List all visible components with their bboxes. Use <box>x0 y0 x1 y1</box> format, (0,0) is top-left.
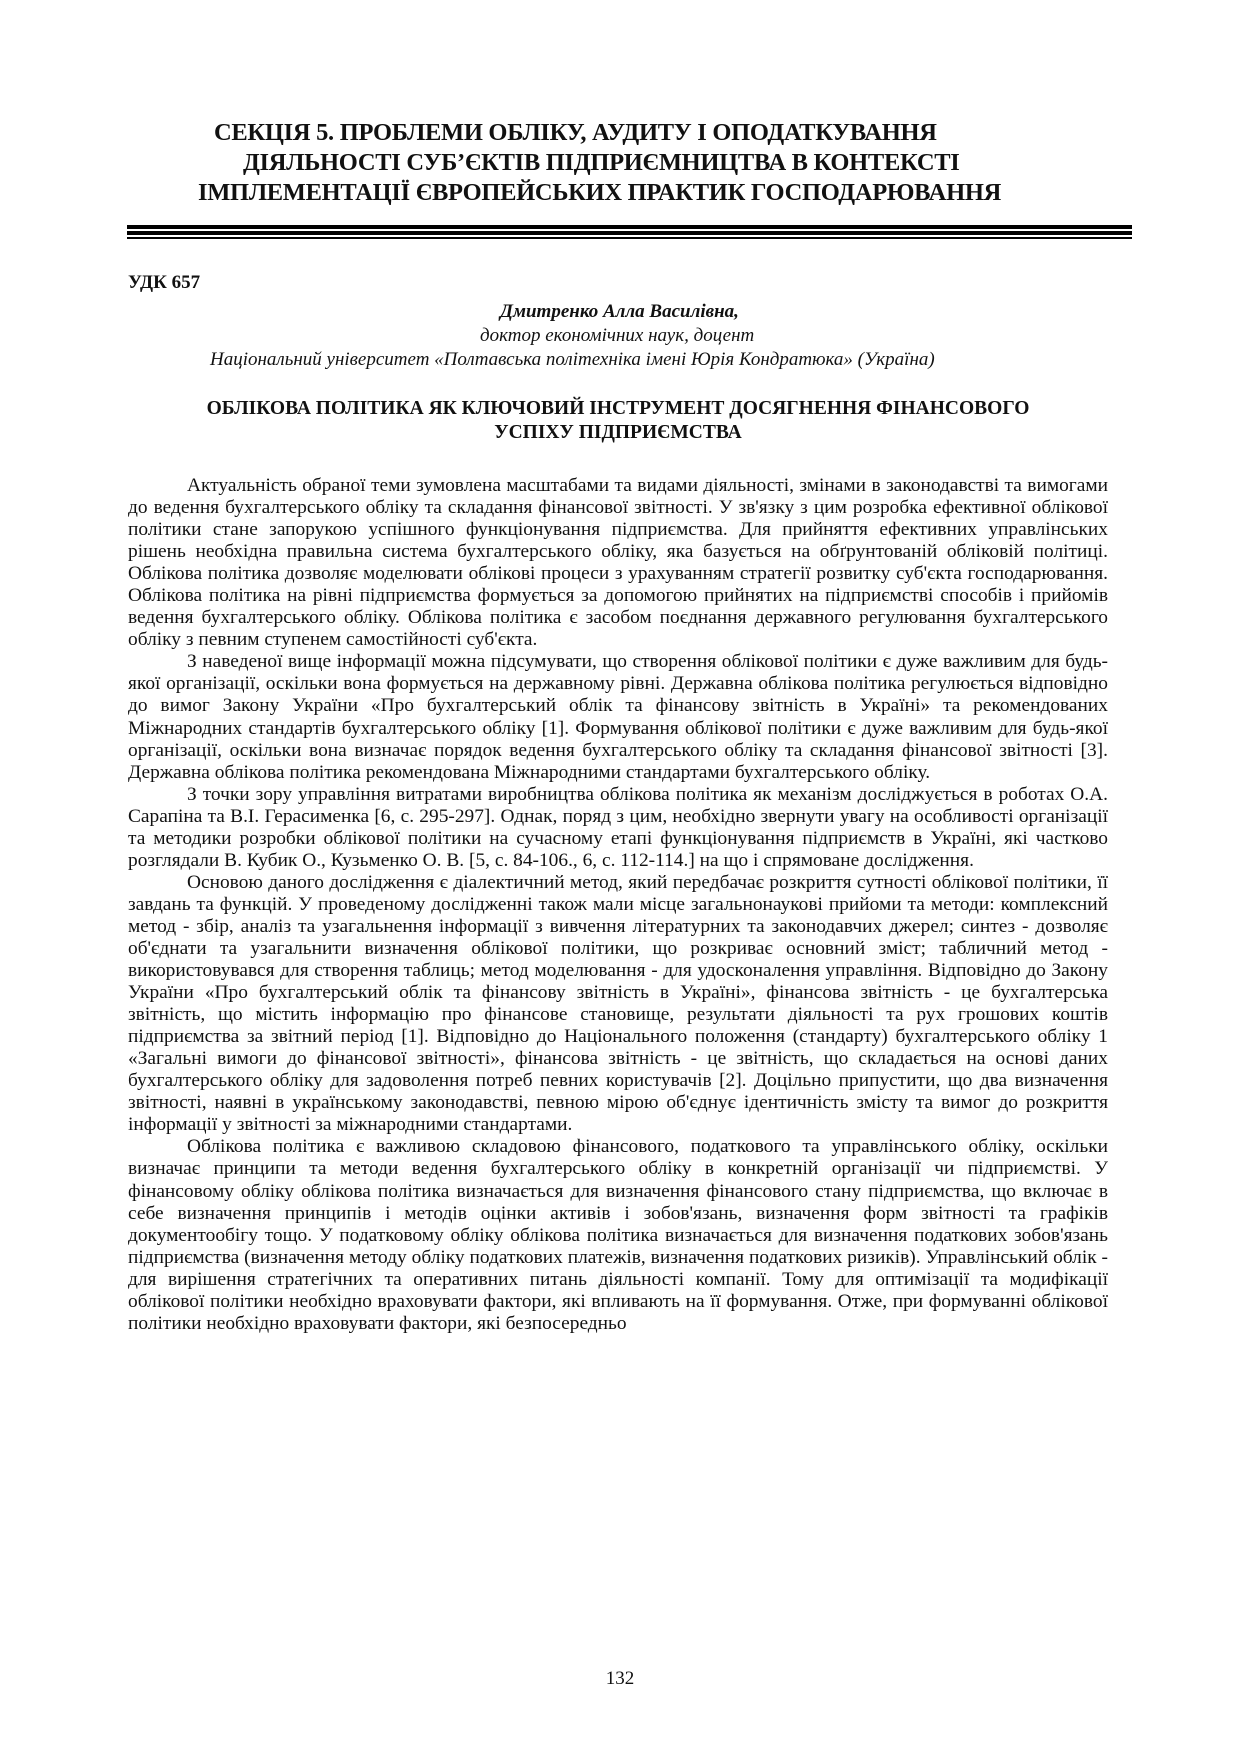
section-header-line: ІМПЛЕМЕНТАЦІЇ ЄВРОПЕЙСЬКИХ ПРАКТИК ГОСПОДАРЮВАННЯ <box>198 179 1001 206</box>
body-paragraph: Актуальність обраної теми зумовлена масштабами та видами діяльності, змінами в законодавстві та вимогами до ведення бухгалтерського обліку та складання фінансової звітності. У зв'язку з цим розробка ефективної облікової політики стане запорукою успішного функціонування підприємства. Для прийняття ефективних управлінських рішень необхідна правильна система бухгалтерського обліку, яка базується на обґрунтованій обліковій політиці. Облікова політика дозволяє моделювати облікові процеси з урахуванням стратегії розвитку суб'єкта господарювання. Облікова політика на рівні підприємства формується за допомогою прийнятих на підприємстві способів і прийомів ведення бухгалтерського обліку. Облікова політика є засобом поєднання державного регулювання бухгалтерського обліку з певним ступенем самостійності суб'єкта. <box>128 475 1108 651</box>
author-block <box>128 300 1108 372</box>
article-title-line: ОБЛІКОВА ПОЛІТИКА ЯК КЛЮЧОВИЙ ІНСТРУМЕНТ ДОСЯГНЕННЯ ФІНАНСОВОГО <box>206 398 1030 419</box>
body-paragraph: Основою даного дослідження є діалектичний метод, який передбачає розкриття сутності облікової політики, її завдань та функцій. У проведеному дослідженні також мали місце загальнонаукові прийоми та методи: комплексний метод - збір, аналіз та узагальнення інформації з вивчення літературних та законодавчих джерел; синтез - дозволяє об'єднати та узагальнити визначення облікової політики, що розкриває основний зміст; табличний метод - використовувався для створення таблиць; метод моделювання - для удосконалення управління. Відповідно до Закону України «Про бухгалтерський облік та фінансову звітність в Україні», фінансова звітність - це бухгалтерська звітність, що містить інформацію про фінансове становище, результати діяльності та рух грошових коштів підприємства за звітний період [1]. Відповідно до Національного положення (стандарту) бухгалтерського обліку 1 «Загальні вимоги до фінансової звітності», фінансова звітність - це звітність, що складається на основі даних бухгалтерського обліку для задоволення потреб певних користувачів [2]. Доцільно припустити, що два визначення звітності, наявні в українському законодавстві, певною мірою об'єднує ідентичність змісту та вимог до розкриття інформації у звітності за міжнародними стандартами. <box>128 871 1108 1136</box>
header-divider <box>127 225 1132 241</box>
divider-thin-line <box>127 237 1132 239</box>
divider-thick-line <box>127 231 1132 235</box>
divider-thick-line <box>127 225 1132 229</box>
body-paragraph: З наведеної вище інформації можна підсумувати, що створення облікової політики є дуже важливим для будь-якої організації, оскільки вона формується на державному рівні. Державна облікова політика регулюється відповідно до вимог Закону України «Про бухгалтерський облік та фінансову звітність в Україні» та рекомендованих Міжнародних стандартів бухгалтерського обліку [1]. Формування облікової політики є дуже важливим для будь-якої організації, оскільки вона визначає порядок ведення бухгалтерського обліку та складання фінансової звітності [3]. Державна облікова політика рекомендована Міжнародними стандартами бухгалтерського обліку. <box>128 651 1108 783</box>
body-paragraph: Облікова політика є важливою складовою фінансового, податкового та управлінського обліку, оскільки визначає принципи та методи ведення бухгалтерського обліку в конкретній організації чи підприємстві. У фінансовому обліку облікова політика визначається для визначення фінансового стану підприємства, що включає в себе визначення принципів і методів оцінки активів і зобов'язань, визначення форм звітності та графіків документообігу тощо. У податковому обліку облікова політика визначається для визначення податкових зобов'язань підприємства (визначення методу обліку податкових платежів, визначення податкових ризиків). Управлінський облік - для вирішення стратегічних та оперативних питань діяльності компанії. Тому для оптимізації та модифікації облікової політики необхідно враховувати фактори, які впливають на її формування. Отже, при формуванні облікової політики необхідно враховувати фактори, які безпосередньо <box>128 1136 1108 1334</box>
section-header-line: СЕКЦІЯ 5. ПРОБЛЕМИ ОБЛІКУ, АУДИТУ І ОПОДАТКУВАННЯ <box>214 119 937 146</box>
body-paragraph: З точки зору управління витратами виробництва облікова політика як механізм досліджується в роботах О.А. Сарапіна та В.І. Герасименка [6, с. 295-297]. Однак, поряд з цим, необхідно звернути увагу на особливості організації та методики розробки облікової політики на сучасному етапі функціонування підприємств в Україні, які частково розглядали В. Кубик О., Кузьменко О. В. [5, с. 84-106., 6, с. 112-114.] на що і спрямоване дослідження. <box>128 783 1108 871</box>
author-degree: доктор економічних наук, доцент <box>480 325 755 346</box>
author-affiliation: Національний університет «Полтавська політехніка імені Юрія Кондратюка» (Україна) <box>210 349 935 370</box>
section-header <box>128 118 1108 208</box>
udc-code: УДК 657 <box>128 272 201 293</box>
section-header-line: ДІЯЛЬНОСТІ СУБ’ЄКТІВ ПІДПРИЄМНИЦТВА В КОНТЕКСТІ <box>243 149 960 176</box>
article-body <box>128 475 1108 1335</box>
author-name: Дмитренко Алла Василівна, <box>500 301 739 322</box>
page-number: 132 <box>605 1668 635 1689</box>
article-title <box>128 397 1108 445</box>
article-title-line: УСПІХУ ПІДПРИЄМСТВА <box>494 422 742 443</box>
